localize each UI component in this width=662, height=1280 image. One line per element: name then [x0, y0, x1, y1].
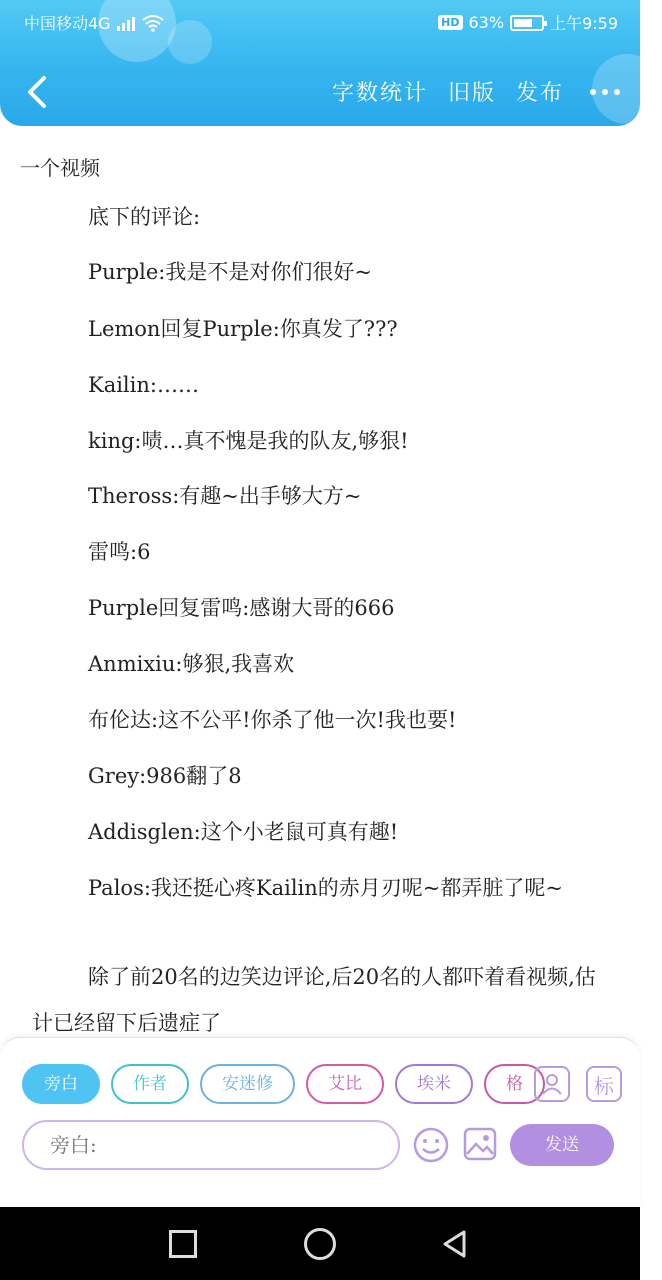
circle-icon[interactable]	[304, 1228, 336, 1260]
role-chip-list	[22, 1064, 523, 1108]
paragraph: Anmixiu:够狠,我喜欢	[88, 652, 295, 676]
role-chip[interactable]: 埃米	[395, 1064, 473, 1104]
role-chip[interactable]: 安迷修	[200, 1064, 295, 1104]
status-bar	[0, 0, 640, 44]
paragraph: king:啧…真不愧是我的队友,够狠!	[88, 429, 409, 453]
triangle-back-icon[interactable]	[440, 1229, 470, 1259]
dialogue-input[interactable]	[22, 1120, 400, 1170]
carrier-label: 中国移动4G	[24, 14, 111, 33]
user-card-icon[interactable]	[534, 1066, 570, 1102]
paragraph: Grey:986翻了8	[88, 764, 242, 788]
smiley-icon[interactable]	[412, 1126, 450, 1164]
paragraph: Lemon回复Purple:你真发了???	[88, 317, 398, 341]
dialogue-input-panel	[0, 1037, 640, 1207]
square-icon[interactable]	[169, 1230, 197, 1258]
system-nav-bar	[0, 1207, 640, 1280]
wifi-icon	[141, 14, 165, 32]
paragraph: 布伦达:这不公平!你杀了他一次!我也要!	[88, 708, 457, 732]
role-chip[interactable]: 艾比	[306, 1064, 384, 1104]
top-header	[0, 0, 640, 126]
clock: 上午9:59	[550, 14, 618, 33]
signal-icon	[117, 15, 135, 31]
role-chip[interactable]: 格	[484, 1064, 545, 1104]
paragraph: Theross:有趣~出手够大方~	[88, 484, 362, 508]
send-button[interactable]: 发送	[510, 1124, 614, 1166]
mark-button[interactable]: 标	[586, 1066, 622, 1102]
chevron-left-icon[interactable]	[20, 72, 56, 112]
role-chip-narrator[interactable]: 旁白	[22, 1064, 100, 1104]
paragraph: Purple:我是不是对你们很好~	[88, 260, 372, 284]
paragraph: 底下的评论:	[88, 205, 201, 229]
more-dots-icon[interactable]	[584, 89, 626, 95]
paragraph: Kailin:……	[88, 373, 199, 397]
battery-percent: 63%	[468, 13, 505, 32]
paragraph: Addisglen:这个小老鼠可真有趣!	[88, 820, 399, 844]
role-chip[interactable]: 作者	[111, 1064, 189, 1104]
old-version-button[interactable]: 旧版	[447, 81, 496, 106]
battery-icon	[510, 15, 544, 31]
paragraph: 除了前20名的边笑边评论,后20名的人都吓着看视频,估计已经留下后遗症了	[32, 965, 596, 1035]
paragraph: 雷鸣:6	[88, 540, 151, 564]
chapter-title: 一个视频	[20, 156, 100, 180]
editor-content[interactable]	[0, 142, 640, 1038]
image-icon[interactable]	[462, 1126, 498, 1162]
navbar	[0, 66, 640, 122]
word-count-button[interactable]: 字数统计	[331, 81, 428, 106]
hd-badge: HD	[438, 15, 462, 30]
paragraph: Purple回复雷鸣:感谢大哥的666	[88, 596, 395, 620]
paragraph: Palos:我还挺心疼Kailin的赤月刃呢~都弄脏了呢~	[88, 876, 563, 900]
publish-button[interactable]: 发布	[515, 81, 564, 106]
